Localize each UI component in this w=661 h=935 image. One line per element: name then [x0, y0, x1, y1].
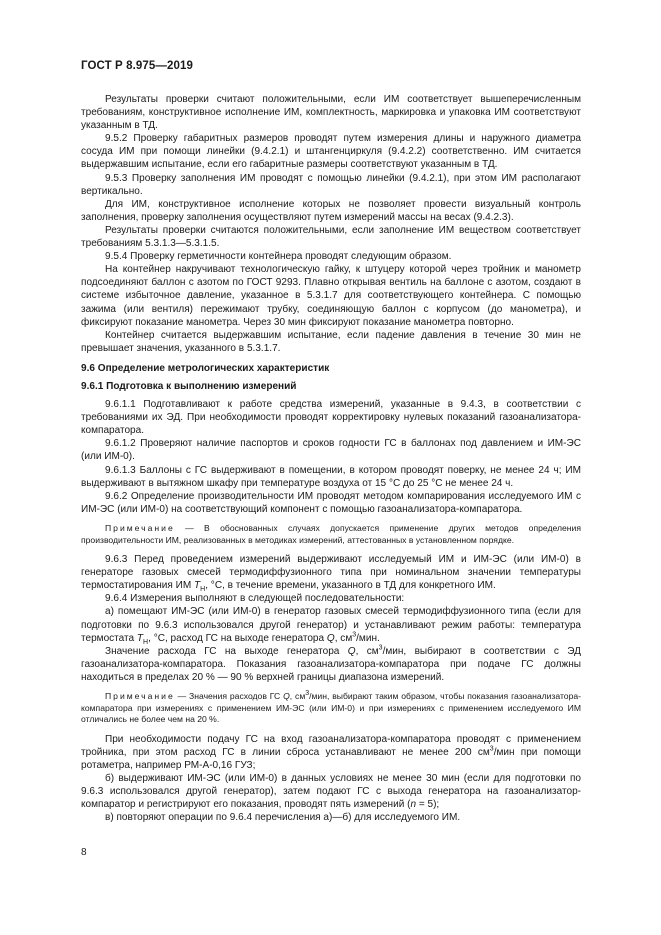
note: Примечание — Значения расходов ГС Q, $см^3$/мин, выбирают таким образом, чтобы показания газоанализатора-компаратора при измерениях с применением ИМ-ЭС (или ИМ-0) и при измерениях с применением исследуемого ИМ отличались не более чем на 20 %. [81, 690, 582, 725]
note-label: Примечание [105, 522, 175, 533]
paragraph: в) повторяют операции по 9.6.4 перечисления а)—б) для исследуемого ИМ. [105, 812, 461, 824]
document-body [81, 93, 581, 824]
paragraph: Результаты проверки считают положительными, если ИМ соответствует вышеперечисленным требованиям, конструктивное исполнение ИМ, комплектность, маркировка и упаковка ИМ соответствуют указанным в ТД. [81, 94, 581, 132]
paragraph: 9.5.2 Проверку габаритных размеров проводят путем измерения длины и наружного диаметра сосуда ИМ при помощи линейки (9.4.2.1) и штангенциркуля (9.4.2.2) соответственно. ИМ считается выдержавшим испытание, если его габаритные размеры соответствуют указанным в ТД. [81, 133, 581, 171]
paragraph: 9.5.4 Проверку герметичности контейнера проводят следующим образом. [105, 251, 452, 263]
subsection-heading: 9.6.1 Подготовка к выполнению измерений [81, 380, 297, 392]
note-label: Примечание [105, 691, 175, 702]
paragraph: 9.6.1.3 Баллоны с ГС выдерживают в помещении, в котором проводят поверку, не менее 24 ч; ИМ выдерживают в вытяжном шкафу при температуре воздуха от 15 °С до 25 °С не менее 24 ч. [81, 464, 581, 489]
paragraph: Контейнер считается выдержавшим испытание, если падение давления в течение 30 мин не превышает значения, указанного в 5.3.1.7. [81, 329, 581, 354]
paragraph: Для ИМ, конструктивное исполнение которых не позволяет провести визуальный контроль заполнения, проверку заполнения осуществляют путем измерений массы на весах (9.4.2.3). [81, 198, 581, 223]
paragraph: На контейнер накручивают технологическую гайку, к штуцеру которой через тройник и манометр подсоединяют баллон с азотом по ГОСТ 9293. Плавно открывая вентиль на баллоне с азотом, создают в системе избыточное давление, указанное в 5.3.1.7 для соответствующего контейнера. С помощью зажима (или вентиля) пережимают трубку, соединяющую баллон с корпусом (до манометра), и фиксируют показание манометра. Через 30 мин фиксируют показание манометра повторно. [81, 264, 581, 328]
page-number: 8 [81, 847, 87, 858]
paragraph: 9.6.1.1 Подготавливают к работе средства измерений, указанные в 9.4.3, в соответствии с требованиями их ЭД. При необходимости проводят корректировку нулевых показаний газоанализатора-компаратора. [81, 399, 581, 437]
paragraph: 9.6.4 Измерения выполняют в следующей последовательности: [105, 593, 405, 605]
paragraph: б) выдерживают ИМ-ЭС (или ИМ-0) в данных условиях не менее 30 мин (если для подготовки по 9.6.3 использовался другой генератор), затем подают ГС с выхода генератора на газоанализатор-компаратор и регистрируют его показания, проводят пять измерений (n = 5); [81, 773, 581, 811]
paragraph: а) помещают ИМ-ЭС (или ИМ-0) в генератор газовых смесей термодиффузионного типа (если для подготовки по 9.6.3 использовался другой генератор) и устанавливают режим работы: температура термостата $T_Н$, °С, расход ГС на выходе генератора Q, $см^3$/мин. [81, 606, 581, 646]
document-header: ГОСТ Р 8.975—2019 [81, 60, 193, 72]
paragraph: 9.6.2 Определение производительности ИМ проводят методом компарирования исследуемого ИМ с ИМ-ЭС (или ИМ-0) на соответствующий компонент с помощью газоанализатора-компаратора. [81, 490, 581, 515]
section-heading: 9.6 Определение метрологических характеристик [81, 362, 330, 374]
paragraph: Результаты проверки считаются положительными, если заполнение ИМ веществом соответствует требованиям 5.3.1.3—5.3.1.5. [81, 224, 581, 250]
note [81, 523, 581, 546]
paragraph: Значение расхода ГС на выходе генератора Q, $см^3$/мин, выбирают в соответствии с ЭД газоанализатора-компаратора. Показания газоанализатора-компаратора при подаче ГС должны находиться в пределах 20 % — 90 % верхней границы диапазона измерений. [81, 644, 581, 683]
paragraph: 9.5.3 Проверку заполнения ИМ проводят с помощью линейки (9.4.2.1), при этом ИМ располагают вертикально. [81, 172, 581, 197]
paragraph: 9.6.3 Перед проведением измерений выдерживают исследуемый ИМ и ИМ-ЭС (или ИМ-0) в генераторе газовых смесей термодиффузионного типа при номинальном значении температуры термостатирования ИМ $T_Н$, °С, в течение времени, указанного в ТД для конкретного ИМ. [81, 554, 581, 594]
paragraph: При необходимости подачу ГС на вход газоанализатора-компаратора проводят с применением тройника, при этом расход ГС в линии сброса устанавливают не менее 200 $см^3$/мин при помощи ротаметра, например РМ-А-0,16 ГУЗ; [81, 733, 581, 771]
paragraph: 9.6.1.2 Проверяют наличие паспортов и сроков годности ГС в баллонах под давлением и ИМ-ЭС (или ИМ-0). [81, 438, 581, 463]
note-text: — В обоснованных случаях допускается применение других методов определения производительности ИМ, реализованных в методиках измерений, аттестованных в установленном порядке. [81, 522, 581, 545]
